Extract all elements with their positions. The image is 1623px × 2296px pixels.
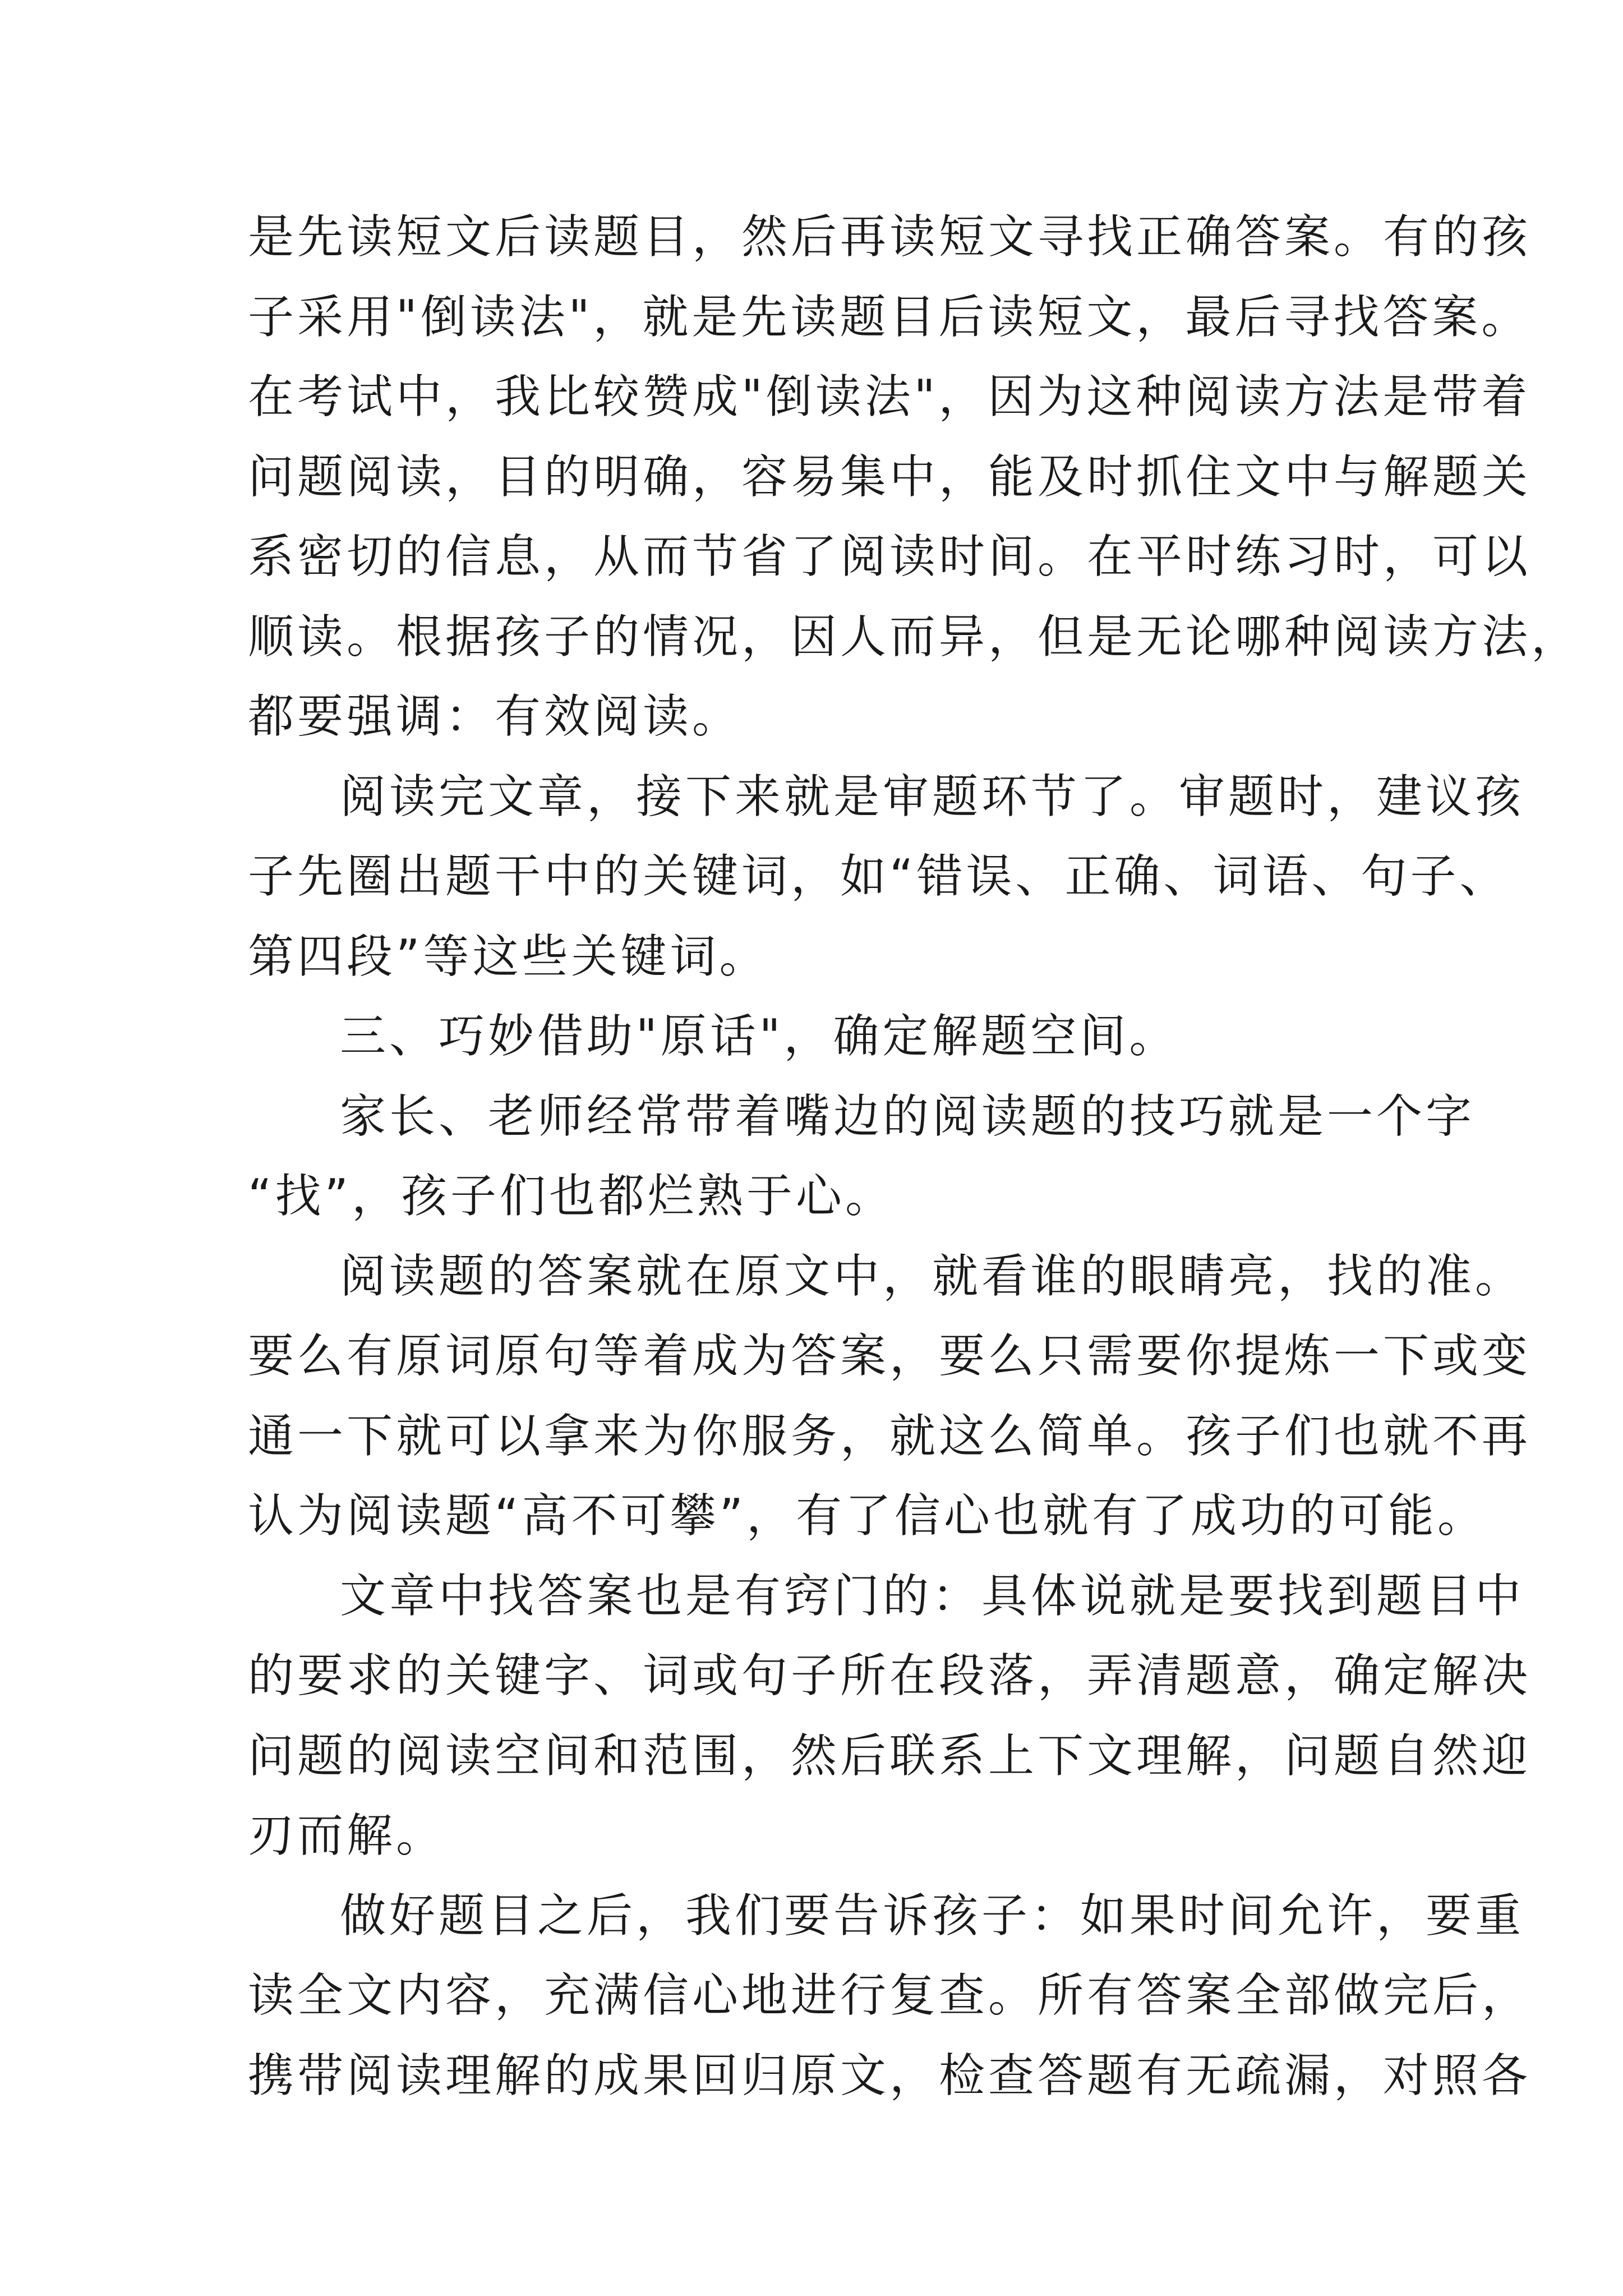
text-line: 通一下就可以拿来为你服务，就这么简单。孩子们也就不再 [248, 1409, 1532, 1463]
paragraph-first-line: 做好题目之后，我们要告诉孩子：如果时间允许，要重 [340, 1889, 1525, 1943]
text-line: 系密切的信息，从而节省了阅读时间。在平时练习时，可以 [248, 530, 1532, 583]
paragraph-first-line: 阅读完文章，接下来就是审题环节了。审题时，建议孩 [340, 770, 1525, 823]
paragraph-first-line: 文章中找答案也是有窍门的：具体说就是要找到题目中 [340, 1569, 1525, 1623]
text-line: “找”，孩子们也都烂熟于心。 [248, 1170, 895, 1223]
text-line: 要么有原词原句等着成为答案，要么只需要你提炼一下或变 [248, 1329, 1532, 1383]
text-line: 都要强调：有效阅读。 [248, 690, 742, 743]
paragraph-first-line: 阅读题的答案就在原文中，就看谁的眼睛亮，找的准。 [340, 1249, 1525, 1303]
text-line: 第四段”等这些关键词。 [248, 930, 769, 983]
text-line: 携带阅读理解的成果回归原文，检查答题有无疏漏，对照各 [248, 2049, 1532, 2102]
text-line: 的要求的关键字、词或句子所在段落，弄清题意，确定解决 [248, 1649, 1532, 1703]
text-line: 是先读短文后读题目，然后再读短文寻找正确答案。有的孩 [248, 210, 1532, 264]
text-line: 读全文内容，充满信心地进行复查。所有答案全部做完后， [248, 1969, 1532, 2022]
text-line: 在考试中，我比较赞成"倒读法"，因为这种阅读方法是带着 [248, 370, 1531, 424]
text-line: 问题的阅读空间和范围，然后联系上下文理解，问题自然迎 [248, 1729, 1532, 1783]
text-line: 刃而解。 [248, 1809, 446, 1862]
body-text [248, 197, 1581, 2116]
text-line: 问题阅读，目的明确，容易集中，能及时抓住文中与解题关 [248, 450, 1532, 504]
section-heading: 三、巧妙借助"原话"，确定解题空间。 [340, 1010, 1179, 1063]
text-line: 子先圈出题干中的关键词，如“错误、正确、词语、句子、 [248, 850, 1509, 903]
text-line: 顺读。根据孩子的情况，因人而异，但是无论哪种阅读方法， [248, 610, 1581, 664]
text-line: 认为阅读题“高不可攀”，有了信心也就有了成功的可能。 [248, 1489, 1487, 1543]
paragraph-first-line: 家长、老师经常带着嘴边的阅读题的技巧就是一个字 [340, 1089, 1476, 1143]
text-line: 子采用"倒读法"，就是先读题目后读短文，最后寻找答案。 [248, 290, 1531, 344]
